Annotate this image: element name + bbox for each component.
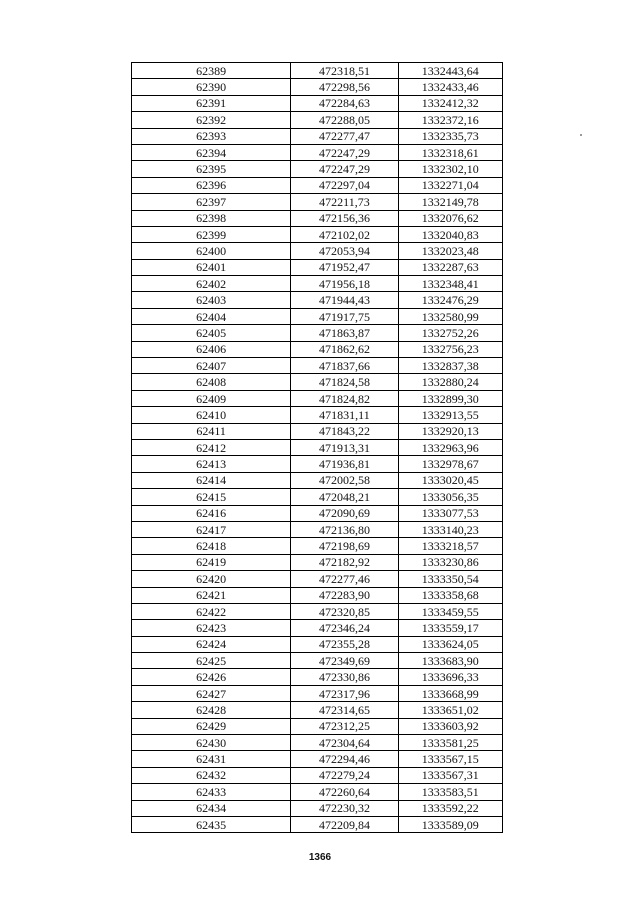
x-coordinate-cell: 472136,80 — [291, 521, 398, 537]
y-coordinate-cell: 1333624,05 — [398, 636, 502, 652]
y-coordinate-cell: 1333077,53 — [398, 505, 502, 521]
point-id-cell: 62403 — [132, 292, 291, 308]
y-coordinate-cell: 1333056,35 — [398, 489, 502, 505]
y-coordinate-cell: 1333592,22 — [398, 800, 502, 816]
point-id-cell: 62415 — [132, 489, 291, 505]
y-coordinate-cell: 1332978,67 — [398, 456, 502, 472]
table-row — [132, 161, 503, 177]
point-id-cell: 62435 — [132, 816, 291, 832]
point-id-cell: 62398 — [132, 210, 291, 226]
point-id-cell: 62429 — [132, 718, 291, 734]
table-row — [132, 292, 503, 308]
point-id-cell: 62420 — [132, 571, 291, 587]
y-coordinate-cell: 1332756,23 — [398, 341, 502, 357]
page-number: 1366 — [308, 852, 332, 863]
y-coordinate-cell: 1333696,33 — [398, 669, 502, 685]
y-coordinate-cell: 1333567,31 — [398, 767, 502, 783]
point-id-cell: 62409 — [132, 390, 291, 406]
point-id-cell: 62423 — [132, 620, 291, 636]
table-row — [132, 587, 503, 603]
x-coordinate-cell: 471831,11 — [291, 407, 398, 423]
x-coordinate-cell: 471863,87 — [291, 325, 398, 341]
x-coordinate-cell: 472279,24 — [291, 767, 398, 783]
point-id-cell: 62391 — [132, 95, 291, 111]
point-id-cell: 62426 — [132, 669, 291, 685]
table-row — [132, 144, 503, 160]
table-row — [132, 177, 503, 193]
x-coordinate-cell: 472283,90 — [291, 587, 398, 603]
x-coordinate-cell: 472320,85 — [291, 603, 398, 619]
x-coordinate-cell: 472053,94 — [291, 243, 398, 259]
y-coordinate-cell: 1333683,90 — [398, 653, 502, 669]
x-coordinate-cell: 472318,51 — [291, 63, 398, 79]
y-coordinate-cell: 1332302,10 — [398, 161, 502, 177]
y-coordinate-cell: 1332335,73 — [398, 128, 502, 144]
y-coordinate-cell: 1332752,26 — [398, 325, 502, 341]
table-row — [132, 816, 503, 832]
table-row — [132, 128, 503, 144]
point-id-cell: 62401 — [132, 259, 291, 275]
point-id-cell: 62411 — [132, 423, 291, 439]
y-coordinate-cell: 1333358,68 — [398, 587, 502, 603]
table-row — [132, 243, 503, 259]
x-coordinate-cell: 472346,24 — [291, 620, 398, 636]
point-id-cell: 62431 — [132, 751, 291, 767]
table-row — [132, 374, 503, 390]
point-id-cell: 62410 — [132, 407, 291, 423]
x-coordinate-cell: 471843,22 — [291, 423, 398, 439]
point-id-cell: 62404 — [132, 308, 291, 324]
point-id-cell: 62427 — [132, 685, 291, 701]
table-row — [132, 718, 503, 734]
table-row — [132, 489, 503, 505]
table-row — [132, 390, 503, 406]
x-coordinate-cell: 472102,02 — [291, 226, 398, 242]
y-coordinate-cell: 1332913,55 — [398, 407, 502, 423]
point-id-cell: 62406 — [132, 341, 291, 357]
y-coordinate-cell: 1332476,29 — [398, 292, 502, 308]
table-row — [132, 472, 503, 488]
x-coordinate-cell: 471824,82 — [291, 390, 398, 406]
y-coordinate-cell: 1332433,46 — [398, 79, 502, 95]
x-coordinate-cell: 472312,25 — [291, 718, 398, 734]
y-coordinate-cell: 1332963,96 — [398, 439, 502, 455]
x-coordinate-cell: 472198,69 — [291, 538, 398, 554]
point-id-cell: 62425 — [132, 653, 291, 669]
y-coordinate-cell: 1333668,99 — [398, 685, 502, 701]
x-coordinate-cell: 472048,21 — [291, 489, 398, 505]
table-row — [132, 456, 503, 472]
table-row — [132, 423, 503, 439]
x-coordinate-cell: 472002,58 — [291, 472, 398, 488]
x-coordinate-cell: 471837,66 — [291, 358, 398, 374]
x-coordinate-cell: 471952,47 — [291, 259, 398, 275]
table-row — [132, 751, 503, 767]
x-coordinate-cell: 472260,64 — [291, 784, 398, 800]
table-row — [132, 685, 503, 701]
table-row — [132, 226, 503, 242]
x-coordinate-cell: 472211,73 — [291, 194, 398, 210]
table-row — [132, 112, 503, 128]
table-row — [132, 505, 503, 521]
table-row — [132, 669, 503, 685]
point-id-cell: 62417 — [132, 521, 291, 537]
x-coordinate-cell: 472298,56 — [291, 79, 398, 95]
x-coordinate-cell: 472304,64 — [291, 735, 398, 751]
y-coordinate-cell: 1332837,38 — [398, 358, 502, 374]
point-id-cell: 62413 — [132, 456, 291, 472]
point-id-cell: 62405 — [132, 325, 291, 341]
y-coordinate-cell: 1332040,83 — [398, 226, 502, 242]
point-id-cell: 62400 — [132, 243, 291, 259]
table-row — [132, 308, 503, 324]
y-coordinate-cell: 1332372,16 — [398, 112, 502, 128]
x-coordinate-cell: 472330,86 — [291, 669, 398, 685]
x-coordinate-cell: 472355,28 — [291, 636, 398, 652]
point-id-cell: 62412 — [132, 439, 291, 455]
table-row — [132, 79, 503, 95]
y-coordinate-cell: 1332287,63 — [398, 259, 502, 275]
table-row — [132, 702, 503, 718]
y-coordinate-cell: 1333218,57 — [398, 538, 502, 554]
table-row — [132, 259, 503, 275]
x-coordinate-cell: 471917,75 — [291, 308, 398, 324]
y-coordinate-cell: 1332271,04 — [398, 177, 502, 193]
y-coordinate-cell: 1332318,61 — [398, 144, 502, 160]
point-id-cell: 62416 — [132, 505, 291, 521]
point-id-cell: 62422 — [132, 603, 291, 619]
table-row — [132, 800, 503, 816]
table-row — [132, 735, 503, 751]
table-row — [132, 538, 503, 554]
table-row — [132, 358, 503, 374]
point-id-cell: 62392 — [132, 112, 291, 128]
y-coordinate-cell: 1332580,99 — [398, 308, 502, 324]
y-coordinate-cell: 1332443,64 — [398, 63, 502, 79]
table-row — [132, 521, 503, 537]
point-id-cell: 62399 — [132, 226, 291, 242]
x-coordinate-cell: 472294,46 — [291, 751, 398, 767]
point-id-cell: 62390 — [132, 79, 291, 95]
table-row — [132, 653, 503, 669]
coordinates-table-body — [132, 63, 503, 833]
y-coordinate-cell: 1333651,02 — [398, 702, 502, 718]
y-coordinate-cell: 1333020,45 — [398, 472, 502, 488]
point-id-cell: 62418 — [132, 538, 291, 554]
table-row — [132, 784, 503, 800]
table-row — [132, 95, 503, 111]
table-row — [132, 341, 503, 357]
table-row — [132, 636, 503, 652]
y-coordinate-cell: 1332348,41 — [398, 276, 502, 292]
y-coordinate-cell: 1333567,15 — [398, 751, 502, 767]
x-coordinate-cell: 472182,92 — [291, 554, 398, 570]
y-coordinate-cell: 1332899,30 — [398, 390, 502, 406]
x-coordinate-cell: 472297,04 — [291, 177, 398, 193]
point-id-cell: 62433 — [132, 784, 291, 800]
table-row — [132, 554, 503, 570]
point-id-cell: 62397 — [132, 194, 291, 210]
table-row — [132, 276, 503, 292]
x-coordinate-cell: 472277,47 — [291, 128, 398, 144]
y-coordinate-cell: 1332412,32 — [398, 95, 502, 111]
x-coordinate-cell: 472247,29 — [291, 161, 398, 177]
x-coordinate-cell: 472209,84 — [291, 816, 398, 832]
point-id-cell: 62389 — [132, 63, 291, 79]
x-coordinate-cell: 471956,18 — [291, 276, 398, 292]
table-row — [132, 603, 503, 619]
point-id-cell: 62414 — [132, 472, 291, 488]
y-coordinate-cell: 1332880,24 — [398, 374, 502, 390]
y-coordinate-cell: 1333589,09 — [398, 816, 502, 832]
point-id-cell: 62407 — [132, 358, 291, 374]
x-coordinate-cell: 472288,05 — [291, 112, 398, 128]
point-id-cell: 62396 — [132, 177, 291, 193]
y-coordinate-cell: 1333350,54 — [398, 571, 502, 587]
point-id-cell: 62430 — [132, 735, 291, 751]
table-row — [132, 571, 503, 587]
y-coordinate-cell: 1333583,51 — [398, 784, 502, 800]
point-id-cell: 62434 — [132, 800, 291, 816]
point-id-cell: 62424 — [132, 636, 291, 652]
point-id-cell: 62408 — [132, 374, 291, 390]
table-row — [132, 325, 503, 341]
y-coordinate-cell: 1333559,17 — [398, 620, 502, 636]
x-coordinate-cell: 472284,63 — [291, 95, 398, 111]
y-coordinate-cell: 1332920,13 — [398, 423, 502, 439]
table-row — [132, 63, 503, 79]
x-coordinate-cell: 472090,69 — [291, 505, 398, 521]
x-coordinate-cell: 471936,81 — [291, 456, 398, 472]
table-row — [132, 407, 503, 423]
x-coordinate-cell: 471862,62 — [291, 341, 398, 357]
coordinates-table — [131, 62, 503, 833]
y-coordinate-cell: 1333459,55 — [398, 603, 502, 619]
point-id-cell: 62419 — [132, 554, 291, 570]
table-row — [132, 210, 503, 226]
scan-speck — [580, 134, 582, 136]
x-coordinate-cell: 471824,58 — [291, 374, 398, 390]
table-row — [132, 439, 503, 455]
point-id-cell: 62402 — [132, 276, 291, 292]
x-coordinate-cell: 472349,69 — [291, 653, 398, 669]
point-id-cell: 62421 — [132, 587, 291, 603]
point-id-cell: 62428 — [132, 702, 291, 718]
point-id-cell: 62393 — [132, 128, 291, 144]
x-coordinate-cell: 472277,46 — [291, 571, 398, 587]
y-coordinate-cell: 1332023,48 — [398, 243, 502, 259]
table-row — [132, 194, 503, 210]
point-id-cell: 62394 — [132, 144, 291, 160]
point-id-cell: 62432 — [132, 767, 291, 783]
y-coordinate-cell: 1332076,62 — [398, 210, 502, 226]
x-coordinate-cell: 471913,31 — [291, 439, 398, 455]
x-coordinate-cell: 472317,96 — [291, 685, 398, 701]
x-coordinate-cell: 472314,65 — [291, 702, 398, 718]
x-coordinate-cell: 472230,32 — [291, 800, 398, 816]
table-row — [132, 767, 503, 783]
y-coordinate-cell: 1333230,86 — [398, 554, 502, 570]
y-coordinate-cell: 1333140,23 — [398, 521, 502, 537]
point-id-cell: 62395 — [132, 161, 291, 177]
x-coordinate-cell: 471944,43 — [291, 292, 398, 308]
y-coordinate-cell: 1333603,92 — [398, 718, 502, 734]
x-coordinate-cell: 472247,29 — [291, 144, 398, 160]
table-row — [132, 620, 503, 636]
x-coordinate-cell: 472156,36 — [291, 210, 398, 226]
y-coordinate-cell: 1332149,78 — [398, 194, 502, 210]
y-coordinate-cell: 1333581,25 — [398, 735, 502, 751]
